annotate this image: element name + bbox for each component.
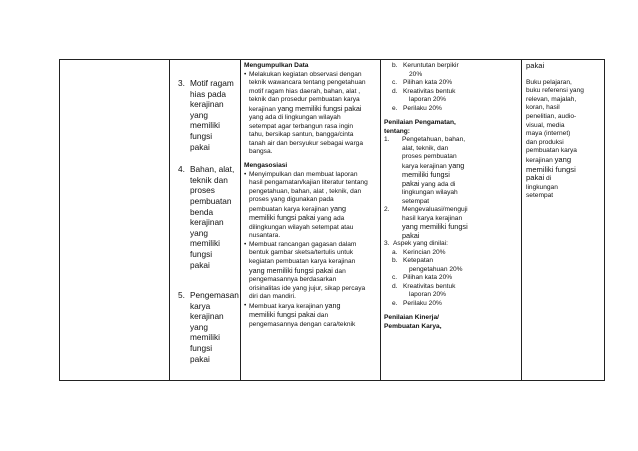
list-letter: b. (392, 257, 398, 264)
list-item (392, 300, 519, 309)
list-item (392, 283, 519, 300)
text-line: Buku pelajaran, (526, 78, 572, 86)
text-line: proses (190, 185, 215, 196)
text-line: memiliki fungsi (190, 120, 220, 141)
bullet-icon: • (244, 70, 247, 78)
list-item (384, 136, 519, 206)
text-line: memiliki fungsi (190, 332, 220, 354)
text-line: yang ada di lingkungan wilayah (249, 114, 341, 122)
text-lines (393, 206, 468, 223)
text-lines (249, 249, 376, 266)
text-fragment: pembuatan karya kerajinan (249, 205, 331, 213)
list-item-text (190, 164, 240, 270)
text-lines (249, 224, 376, 241)
list-number: 4. (178, 164, 185, 175)
text-line: orisinalitas ide yang jujur, sikap percaya (249, 284, 366, 292)
text-line: Kreativitas bentuk (403, 282, 456, 290)
text-line: 20% (409, 70, 423, 78)
text-line: kerajinan yang (190, 217, 224, 238)
text-line: tanah air dan bersyukur sebagai warga (249, 139, 363, 147)
text-line: proses pembuatan (402, 153, 457, 160)
text-lines (249, 276, 376, 302)
list-item-text: Aspek yang dinilai: (393, 240, 448, 247)
text-lines (526, 79, 602, 156)
section-heading: Penilaian Kinerja/ (384, 314, 439, 321)
text-line: relevan, majalah, (526, 95, 577, 103)
text-line: dan produksi (526, 138, 564, 146)
list-number: 3. (384, 240, 390, 247)
text-line: pakai (190, 353, 210, 364)
text-lines (249, 114, 376, 157)
text-lines (249, 79, 376, 105)
text-lines (249, 179, 376, 205)
text-line: pengemasannya dengan cara/teknik (249, 320, 356, 328)
text-line: Motif ragam (190, 78, 234, 88)
text-fragment: pakai (526, 173, 545, 183)
list-item (392, 274, 519, 283)
text-line: hasil pengamatan/kajian literatur tentang (249, 179, 368, 187)
list-item-text (403, 105, 442, 114)
criteria-list (384, 62, 519, 113)
learning-material-cell (170, 60, 241, 381)
text-line: buku referensi yang (526, 87, 584, 95)
list-item-text (403, 249, 446, 258)
material-list (170, 78, 240, 364)
list-item-text (403, 62, 459, 79)
list-item (178, 290, 240, 364)
text-line: Mengevaluasi/menguji (402, 206, 468, 213)
text-line: motif ragam hias daerah, bahan, alat , (249, 87, 361, 95)
list-item (392, 249, 519, 258)
list-letter: a. (392, 248, 398, 256)
list-item-text (403, 300, 442, 309)
list-item (244, 241, 380, 302)
text-line: lingkungan wilayah (402, 189, 458, 196)
text-fragment: yang (554, 154, 572, 164)
text-lines (526, 184, 602, 201)
section-heading: Penilaian Pengamatan, (384, 119, 456, 126)
text-lines (393, 136, 465, 162)
list-letter: e. (392, 104, 398, 112)
list-item-text (249, 71, 380, 157)
text-line: nusantara. (249, 232, 281, 240)
text-fragment: dan (315, 312, 329, 320)
text-line: dilingkungan wilayah setempat atau (249, 223, 354, 231)
text-line: setempat (402, 197, 430, 205)
text-line: laporan 20% (409, 96, 447, 103)
list-item (244, 71, 380, 157)
list-letter: b. (392, 62, 398, 69)
text-fragment: yang ada (315, 215, 345, 223)
text-line: Kerincian 20% (403, 248, 446, 256)
list-number: 5. (178, 290, 185, 301)
text-line: pembuatan (190, 195, 232, 206)
text-line: Ketepatan (403, 257, 434, 264)
text-line: teknik wawancara tentang pengetahuan (249, 79, 366, 87)
text-line: benda (190, 206, 214, 217)
text-fragment: yang (330, 203, 346, 213)
text-line: tahu, bersikap santun, bangga/cinta (249, 131, 354, 139)
section-heading: Pembuatan Karya, (384, 322, 442, 330)
list-letter: d. (392, 282, 398, 290)
list-item-text (403, 274, 452, 283)
text-line: pakai (190, 141, 210, 152)
empty-cell (60, 60, 170, 381)
list-item-text (249, 171, 380, 241)
text-line: teknik dan (190, 174, 228, 185)
text-line: Perilaku 20% (403, 299, 442, 307)
table-row (60, 60, 605, 381)
text-fragment: yang memiliki fungsi pakai (249, 265, 333, 275)
list-item-text (403, 88, 455, 105)
list-item (178, 164, 240, 270)
text-line: Pilihan kata 20% (403, 274, 453, 281)
text-line: alat, teknik, dan (402, 144, 449, 152)
text-line: Pengemasan (190, 290, 239, 301)
text-line: bentuk gambar sketsa/tertulis untuk (249, 249, 354, 257)
text-line: pembuatan karya (526, 147, 577, 155)
text-fragment: kerajinan (249, 105, 278, 113)
text-lines (393, 189, 465, 206)
text-line: visual, media (526, 121, 565, 129)
text-line: setempat (526, 192, 554, 200)
text-fragment: di (544, 175, 552, 183)
list-item-text (393, 206, 468, 240)
list-item (244, 171, 380, 241)
text-line: Bahan, alat, (190, 164, 235, 175)
text-line: hias pada (190, 88, 226, 99)
text-line: bangsa. (249, 148, 273, 156)
text-fragment: kerajinan (526, 156, 555, 164)
list-item-text (403, 79, 452, 88)
text-line: Kreativitas bentuk (403, 87, 456, 95)
list-item (178, 78, 240, 152)
text-line: Menyimpulkan dan membuat laporan (249, 170, 358, 178)
list-item (384, 206, 519, 240)
text-line: proses yang digunakan pada (249, 196, 334, 204)
syllabus-table (59, 59, 605, 381)
list-item (384, 240, 519, 249)
text-line: diri dan mandiri. (249, 293, 296, 301)
text-line: setempat agar terbangun rasa ingin (249, 122, 354, 130)
text-fragment: yang (324, 300, 341, 310)
text-fragment: yang memiliki fungsi pakai (277, 103, 362, 113)
text-fragment: Membuat karya kerajinan (249, 302, 325, 310)
list-item-text (403, 283, 455, 300)
text-fragment: memiliki fungsi pakai (249, 213, 316, 223)
text-line: kerajinan yang (190, 311, 224, 332)
text-line: Keruntutan berpikir (403, 62, 459, 69)
list-item-text (249, 241, 380, 302)
list-number: 1. (384, 136, 390, 143)
text-fragment: memiliki fungsi pakai (249, 310, 316, 320)
text-fragment: dan (334, 267, 346, 275)
text-line: laporan 20% (409, 291, 447, 298)
text-line: penelitian, audio- (526, 112, 577, 120)
bullet-icon: • (244, 301, 247, 309)
list-number: 2. (384, 206, 390, 213)
list-item (244, 302, 380, 330)
text-line: pengemasannya berdasarkan (249, 276, 337, 284)
text-line: pakai (190, 259, 210, 270)
text-line: pakai (526, 61, 545, 70)
text-line: Melakukan kegiatan observasi dengan (249, 70, 362, 78)
text-fragment: yang (448, 160, 465, 170)
text-line: pakai (402, 230, 420, 240)
text-fragment: yang ada di (419, 180, 456, 188)
list-item (392, 79, 519, 88)
text-line: Perilaku 20% (403, 104, 442, 112)
list-letter: c. (392, 274, 398, 281)
list-letter: d. (392, 87, 398, 95)
assessment-cell (381, 60, 522, 381)
text-line: lingkungan (526, 183, 558, 191)
list-item-text (403, 257, 463, 274)
text-line: Pengetahuan, bahan, (402, 136, 466, 143)
text-line: maya (internet) (526, 130, 571, 138)
text-line: kerajinan yang (190, 99, 224, 120)
learning-activity-cell (241, 60, 381, 381)
list-item (392, 257, 519, 274)
text-line: memiliki fungsi (402, 170, 450, 179)
text-line: yang memiliki fungsi (402, 222, 468, 231)
list-item-text (190, 78, 240, 152)
text-fragment: pakai (402, 178, 420, 188)
text-line: memiliki fungsi (190, 238, 220, 259)
bullet-icon: • (244, 240, 247, 248)
list-letter: c. (392, 79, 398, 86)
text-line: koran, hasil (526, 104, 560, 112)
list-item (392, 105, 519, 114)
list-letter: e. (392, 299, 398, 307)
list-item (392, 88, 519, 105)
text-line: karya (190, 300, 211, 311)
text-fragment: karya kerajinan (402, 162, 449, 170)
text-line: memiliki fungsi (526, 164, 576, 174)
aspect-list (384, 249, 519, 309)
text-line: teknik dan prosedur pembuatan karya (249, 96, 360, 104)
list-item-text (393, 136, 465, 206)
text-line: Membuat rancangan gagasan dalam (249, 240, 357, 248)
text-line: hasil karya kerajinan (402, 214, 463, 222)
list-item (392, 62, 519, 79)
list-item-text (190, 290, 240, 364)
text-line: Pilihan kata 20% (403, 79, 453, 86)
section-heading: Mengasosiasi (244, 162, 288, 170)
list-item-text (249, 302, 380, 330)
list-number: 3. (178, 78, 185, 88)
learning-source-cell (522, 60, 605, 381)
text-line: pengetahuan, bahan, alat , teknik, dan (249, 187, 362, 195)
section-heading: Mengumpulkan Data (244, 62, 309, 69)
text-line: kegiatan pembuatan karya kerajinan (249, 258, 356, 266)
text-line: pengetahuan 20% (409, 265, 463, 273)
section-heading: tentang: (384, 127, 411, 135)
bullet-icon: • (244, 170, 247, 178)
